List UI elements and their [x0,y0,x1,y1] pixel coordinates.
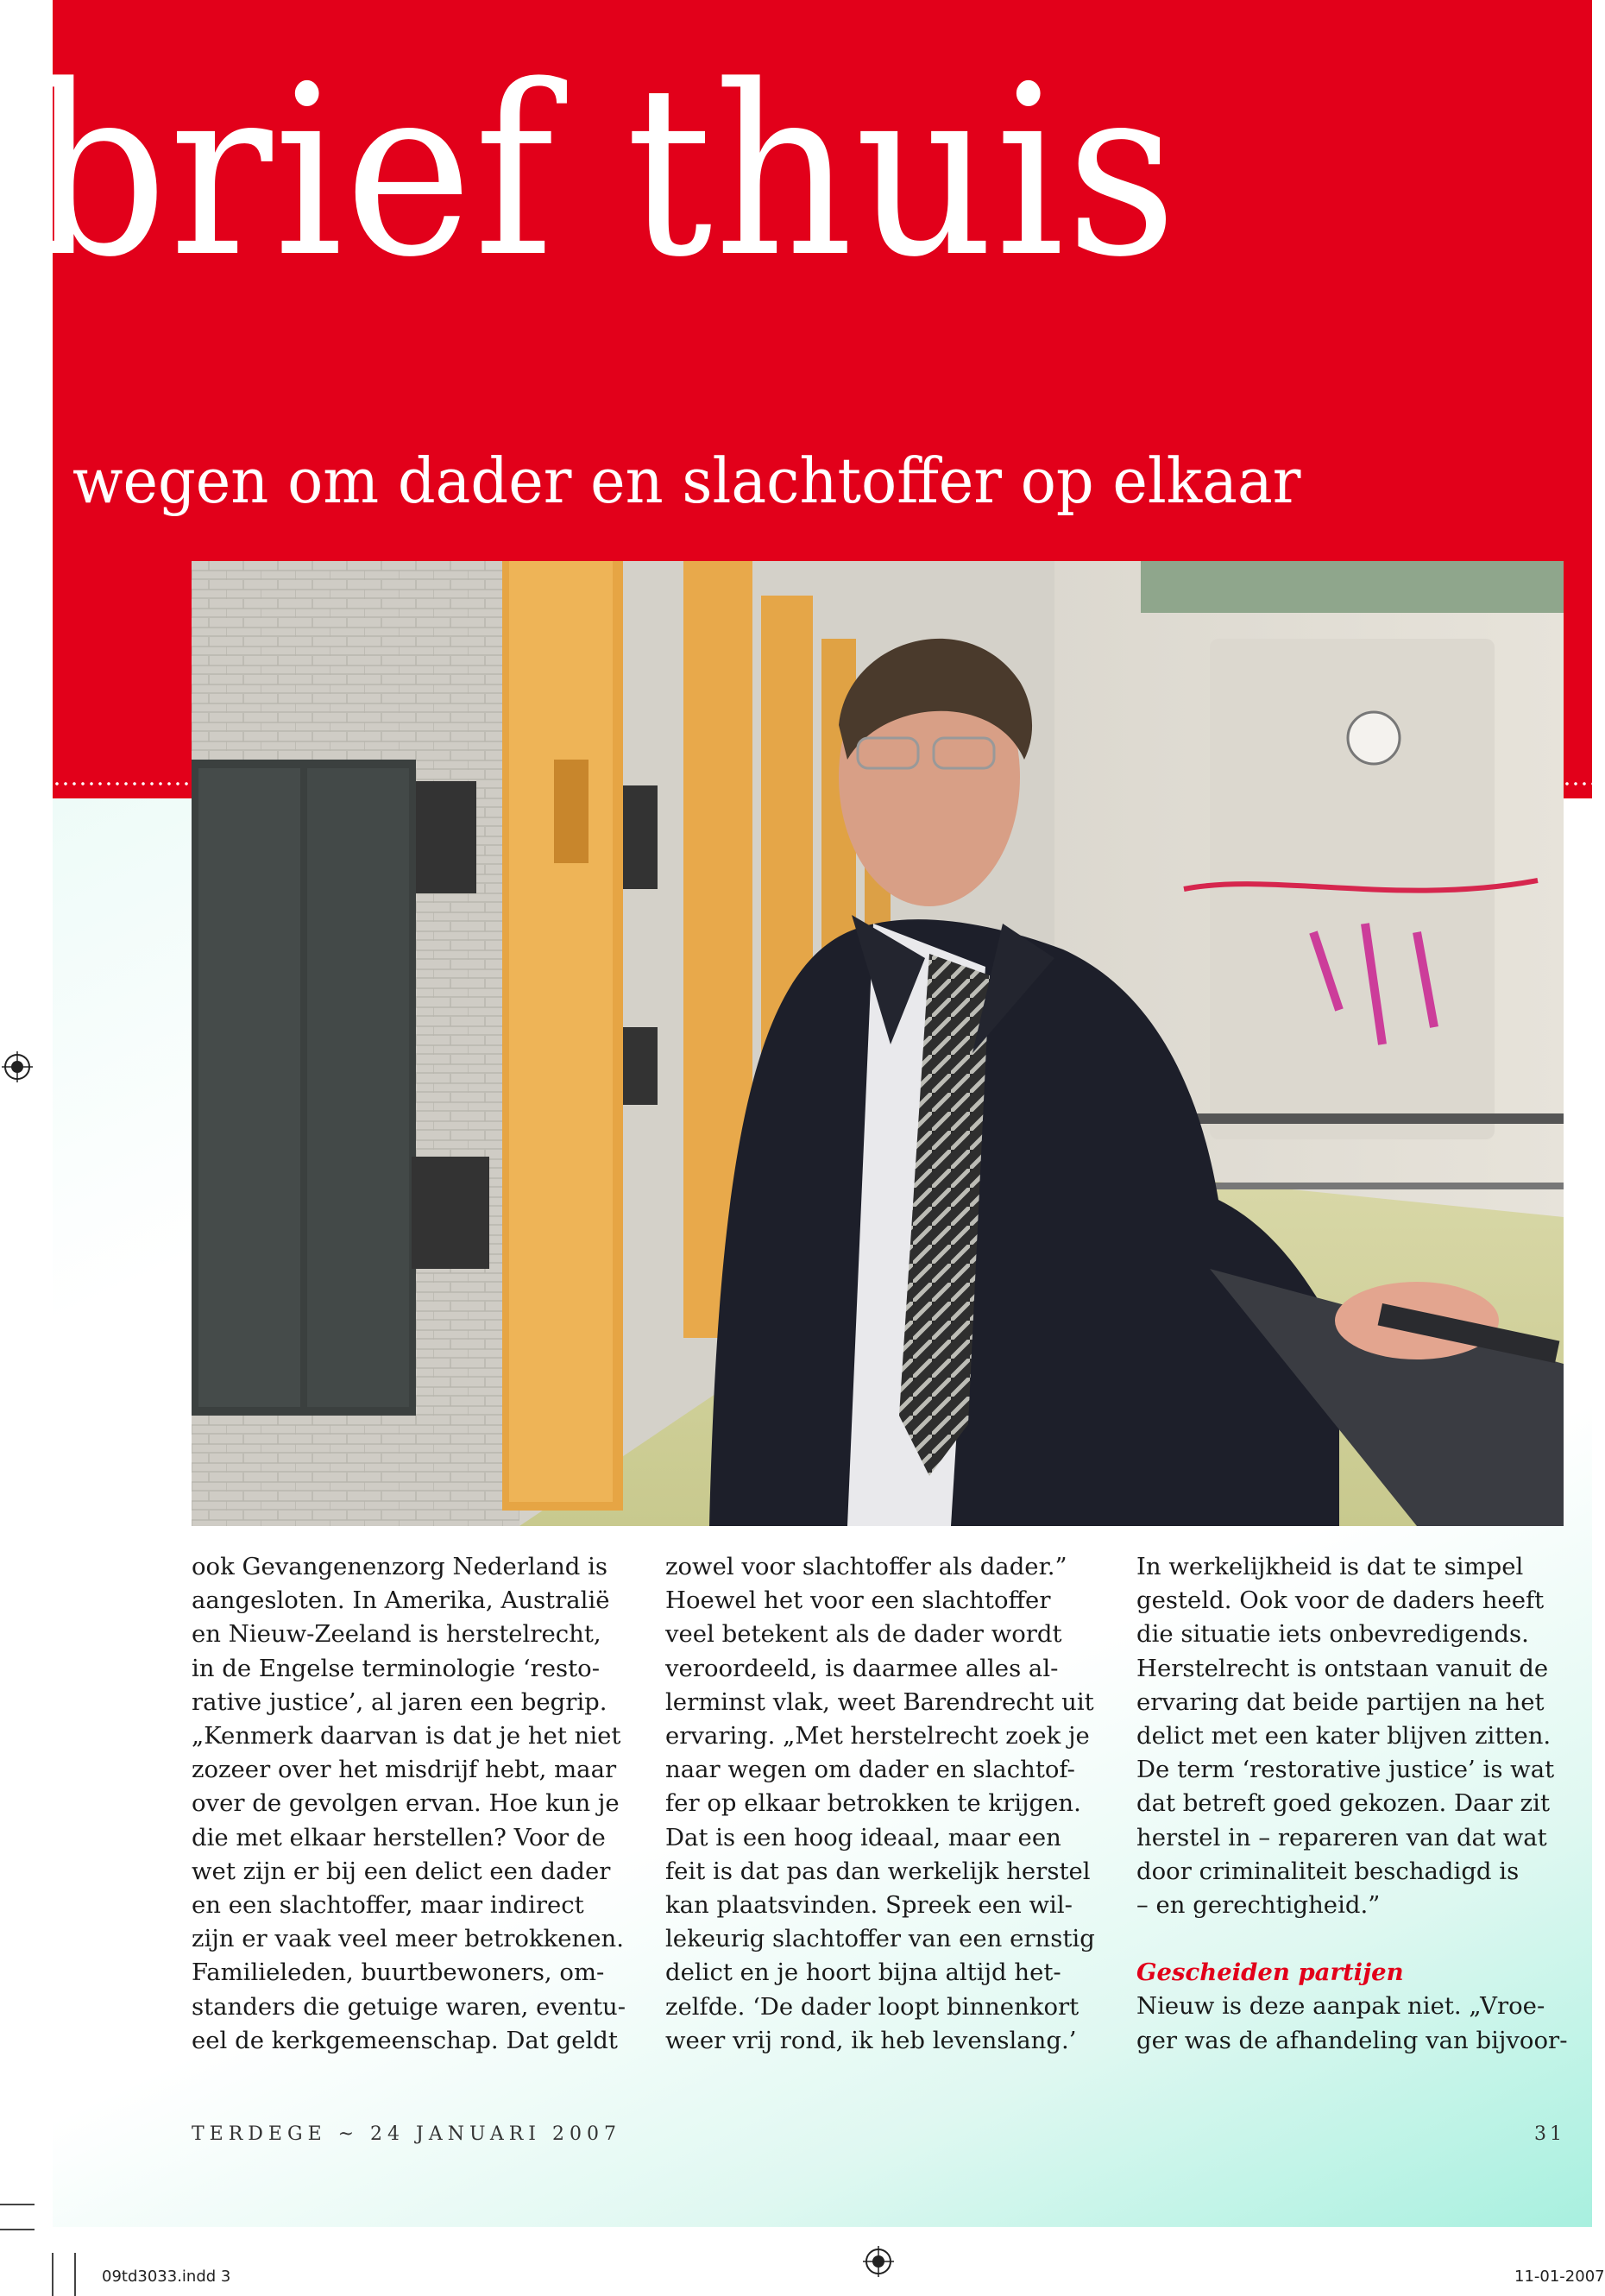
text-line: aangesloten. In Amerika, Australië [192,1586,610,1615]
text-line: Hoewel het voor een slachtoffer [665,1586,1051,1615]
text-line: Nieuw is deze aanpak niet. „Vroe- [1136,1992,1545,2021]
crop-mark [0,2229,35,2230]
text-line: delict met een kater blijven zitten. [1136,1722,1552,1750]
text-line: Familieleden, buurtbewoners, om- [192,1959,605,1987]
photo-man-in-prison-corridor-icon [192,561,1564,1526]
crop-mark [52,2253,54,2296]
text-line: rative justice’, al jaren een begrip. [192,1687,607,1716]
article-subtitle: wegen om dader en slachtoffer op elkaar [72,445,1301,517]
text-line: ger was de afhandeling van bijvoor- [1136,2026,1568,2054]
text-line: eel de kerkgemeenschap. Dat geldt [192,2026,618,2054]
article-column-2 [665,1550,1097,2058]
text-line: fer op elkaar betrokken te krijgen. [665,1789,1081,1818]
text-line: zelfde. ‘De dader loopt binnenkort [665,1992,1079,2021]
article-column-1 [192,1550,626,2058]
text-line: naar wegen om dader en slachtof- [665,1756,1075,1784]
text-line: die met elkaar herstellen? Voor de [192,1823,606,1851]
text-line: standers die getuige waren, eventu- [192,1992,626,2021]
text-line: veel betekent als de dader wordt [665,1620,1062,1649]
text-line: delict en je hoort bijna altijd het- [665,1959,1061,1987]
text-line: wet zijn er bij een delict een dader [192,1857,611,1885]
text-line: in de Engelse terminologie ‘resto- [192,1654,601,1682]
text-line: door criminaliteit beschadigd is [1136,1857,1520,1885]
text-line: ervaring dat beide partijen na het [1136,1687,1545,1716]
text-line: lerminst vlak, weet Barendrecht uit [665,1687,1094,1716]
crop-mark [0,2204,35,2205]
text-line: gesteld. Ook voor de daders heeft [1136,1586,1545,1615]
text-line: Dat is een hoog ideaal, maar een [665,1823,1061,1851]
text-line: De term ‘restorative justice’ is wat [1136,1756,1555,1784]
section-heading: Gescheiden partijen [1136,1959,1404,1987]
text-line: veroordeeld, is daarmee alles al- [665,1654,1059,1682]
text-line: over de gevolgen ervan. Hoe kun je [192,1789,620,1818]
crop-mark [74,2253,76,2296]
article-title: brief thuis [29,36,1179,309]
text-line: Herstelrecht is ontstaan vanuit de [1136,1654,1549,1682]
registration-mark-icon [863,2246,894,2277]
text-line: en een slachtoffer, maar indirect [192,1891,584,1920]
text-line: zowel voor slachtoffer als dader.” [665,1553,1067,1580]
text-line: lekeurig slachtoffer van een ernstig [665,1925,1095,1953]
text-line: In werkelijkheid is dat te simpel [1136,1553,1524,1580]
text-line: – en gerechtigheid.” [1136,1891,1381,1920]
article-photo [192,561,1564,1526]
registration-mark-icon [2,1051,33,1082]
text-line: die situatie iets onbevredigends. [1136,1620,1529,1649]
text-line: zozeer over het misdrijf hebt, maar [192,1756,617,1784]
text-line: ervaring. „Met herstelrecht zoek je [665,1722,1090,1750]
page-number: 31 [1534,2123,1565,2145]
text-line: kan plaatsvinden. Spreek een wil- [665,1891,1073,1920]
print-slug-date: 11-01-2007 [1514,2268,1605,2286]
print-slug-file: 09td3033.indd 3 [102,2268,231,2286]
text-line: ook Gevangenenzorg Nederland is [192,1553,608,1580]
text-line: en Nieuw-Zeeland is herstelrecht, [192,1620,601,1649]
text-line: weer vrij rond, ik heb levenslang.’ [665,2026,1077,2054]
text-line: herstel in – repareren van dat wat [1136,1823,1547,1851]
text-line: „Kenmerk daarvan is dat je het niet [192,1722,621,1750]
text-line: feit is dat pas dan werkelijk herstel [665,1857,1091,1885]
text-line: zijn er vaak veel meer betrokkenen. [192,1925,624,1953]
article-column-3 [1136,1550,1568,2058]
text-line: dat betreft goed gekozen. Daar zit [1136,1789,1551,1818]
magazine-footer: TERDEGE ~ 24 JANUARI 2007 [192,2123,621,2145]
